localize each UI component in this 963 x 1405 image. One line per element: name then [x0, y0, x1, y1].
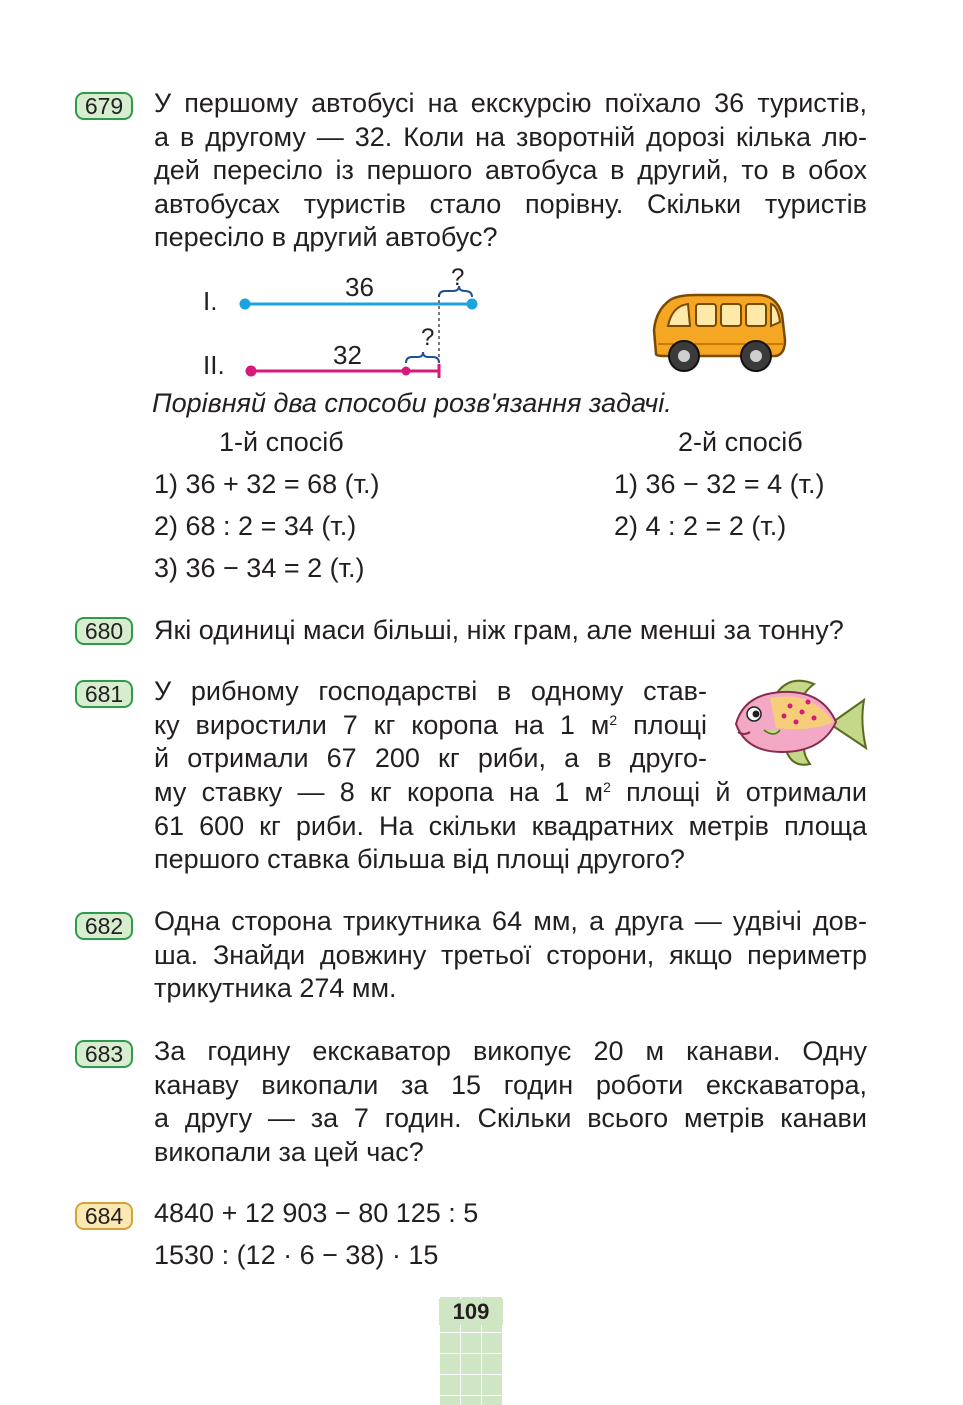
page-number: 109: [439, 1299, 503, 1325]
text-line: пересіло в другий автобус?: [154, 222, 498, 253]
problem-681-text-narrow: [154, 675, 707, 776]
bus-icon: [648, 292, 788, 374]
problem-682-text: [154, 905, 867, 1006]
compare-prompt: Порівняй два способи розв'язання задачі.: [152, 388, 672, 418]
row2-question: ?: [421, 324, 435, 351]
expression: 4840 + 12 903 − 80 125 : 5: [154, 1198, 479, 1228]
text-line: а в другому — 32. Коли на зворотній дорозі кілька лю-: [154, 121, 867, 152]
text-line: трикутника 274 мм.: [154, 973, 397, 1004]
problem-681-text-wide: [154, 776, 867, 877]
problem-680-text: Які одиниці маси більші, ніж грам, але менші за тонну?: [154, 615, 844, 645]
row2-mid-point: [402, 367, 411, 376]
text-line: викопали за цей час?: [154, 1136, 424, 1167]
problem-number-681: 681: [75, 680, 133, 708]
row1-question: ?: [451, 264, 465, 291]
text-line: дей пересіло із першого автобуса в другий, то в обох: [154, 155, 867, 186]
method2-step: 1) 36 − 32 = 4 (т.): [614, 469, 825, 499]
row1-start-point: [240, 299, 251, 310]
problem-number-680: 680: [75, 617, 133, 645]
segment-diagram: [195, 258, 495, 383]
text-line: й отримали 67 200 кг риби, а в друго-: [154, 743, 707, 774]
row2-bracket: [406, 352, 439, 363]
row2-start-point: [246, 366, 257, 377]
page-number-tab: [439, 1297, 503, 1405]
problem-number-683: 683: [75, 1040, 133, 1068]
fish-icon: [730, 672, 870, 772]
text-line: канаву викопали за 15 годин роботи екскаватора,: [154, 1069, 867, 1100]
text-line: першого ставка більша від площі другого?: [154, 844, 685, 875]
text-line: Одна сторона трикутника 64 мм, а друга — удвічі дов-: [154, 906, 867, 936]
row2-label: II.: [203, 350, 225, 380]
row2-value: 32: [333, 340, 362, 370]
method1-step: 1) 36 + 32 = 68 (т.): [154, 469, 380, 499]
text-line: За годину екскаватор викопує 20 м канави. Одну: [154, 1036, 867, 1066]
expression: 1530 : (12 · 6 − 38) · 15: [154, 1240, 439, 1270]
problem-number-682: 682: [75, 912, 133, 940]
method1-title: 1-й спосіб: [219, 427, 344, 457]
text-line: автобусах туристів стало порівну. Скільки туристів: [154, 188, 867, 219]
problem-number-679: 679: [75, 92, 133, 120]
method2-step: 2) 4 : 2 = 2 (т.): [614, 511, 787, 541]
method2-title: 2-й спосіб: [678, 427, 803, 457]
text-line: У рибному господарстві в одному став-: [154, 676, 707, 706]
problem-679-text: [154, 87, 867, 255]
problem-number-684: 684: [75, 1202, 133, 1230]
method1-step: 2) 68 : 2 = 34 (т.): [154, 511, 357, 541]
text-line: У першому автобусі на екскурсію поїхало 36 туристів,: [154, 88, 867, 118]
text-line: а другу — за 7 годин. Скільки всього метрів канави: [154, 1103, 867, 1134]
row1-value: 36: [345, 272, 374, 302]
text-line: 61 600 кг риби. На скільки квадратних метрів площа: [154, 810, 867, 841]
problem-683-text: [154, 1035, 867, 1169]
row1-end-point: [467, 299, 478, 310]
row1-label: I.: [203, 286, 218, 316]
text-line: ша. Знайди довжину третьої сторони, якщо периметр: [154, 939, 867, 970]
text-line: ку виростили 7 кг коропа на 1 $м^2$ площі: [154, 709, 707, 740]
text-line: му ставку — 8 кг коропа на 1 $м^2$ площі й отримали: [154, 777, 868, 807]
method1-step: 3) 36 − 34 = 2 (т.): [154, 553, 365, 583]
